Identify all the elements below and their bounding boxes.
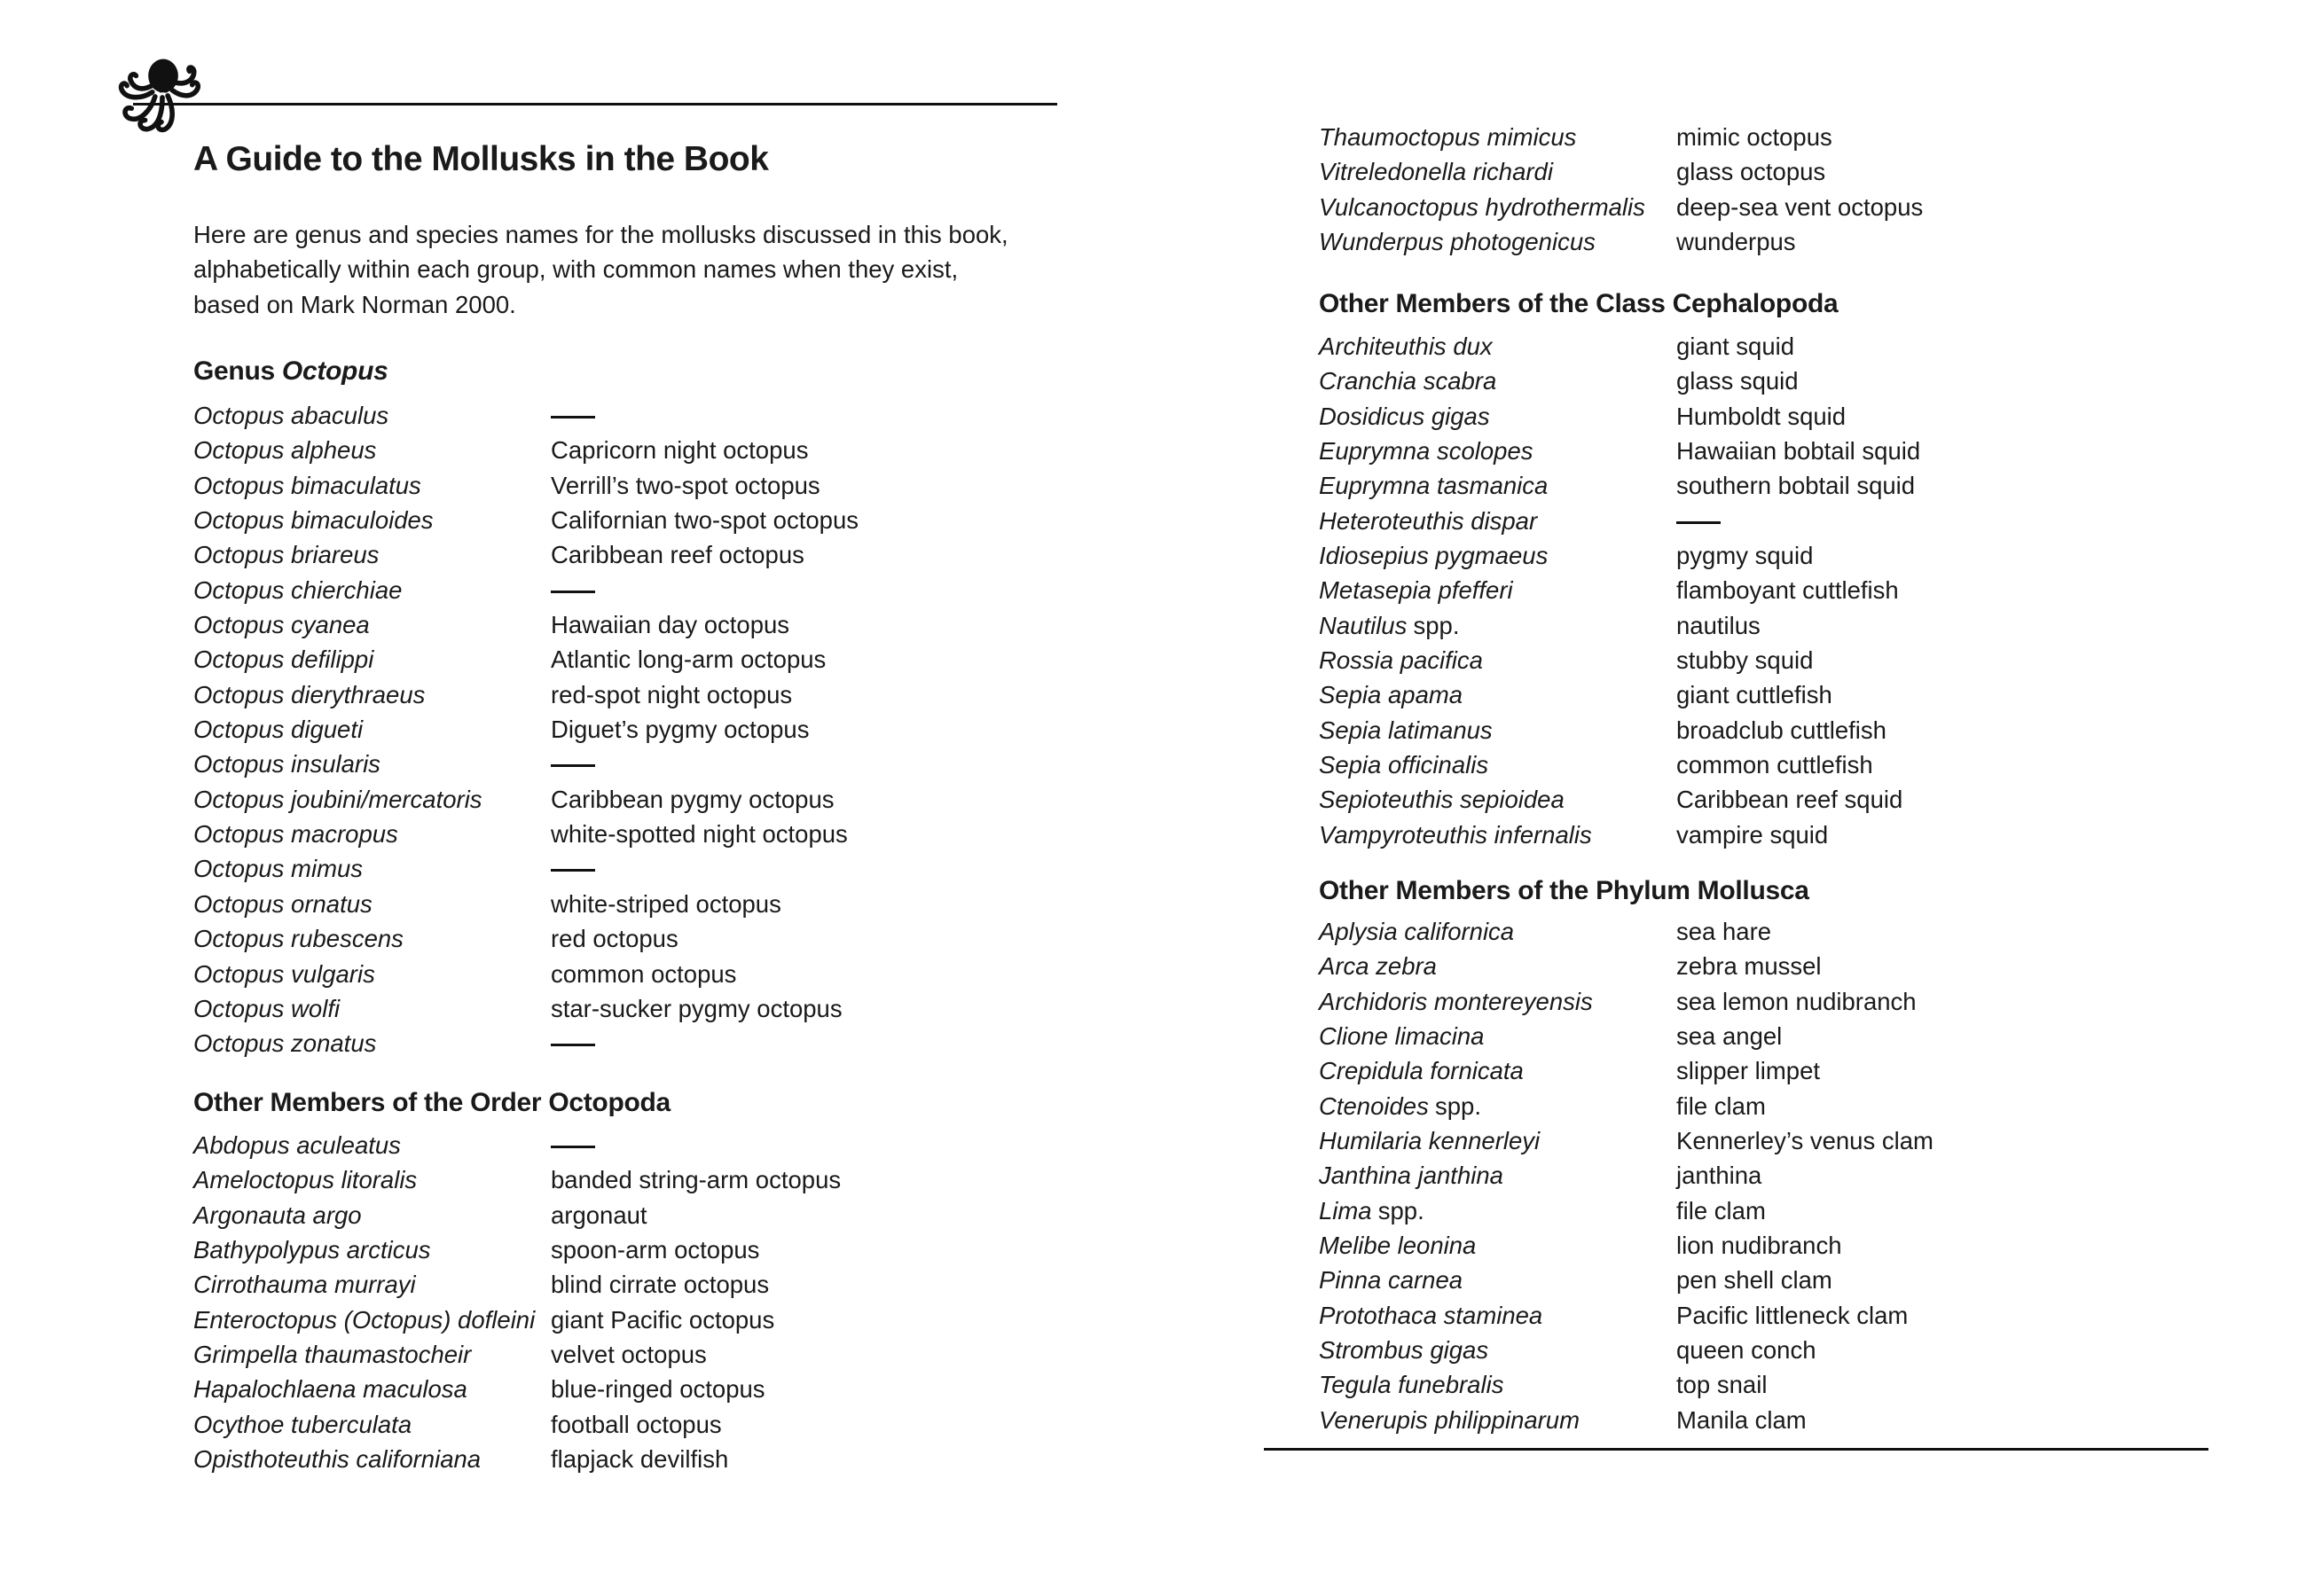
species-row: [1319, 538, 1920, 573]
scientific-name: Ctenoides spp.: [1319, 1091, 1481, 1120]
page-title: A Guide to the Mollusks in the Book: [193, 140, 769, 178]
header-rule: [133, 103, 1057, 106]
common-name: Caribbean reef octopus: [551, 541, 804, 569]
scientific-name: Wunderpus photogenicus: [1319, 228, 1596, 256]
footer-rule: [1264, 1448, 2208, 1451]
species-row: [193, 503, 859, 537]
species-row: [1319, 608, 1920, 643]
species-row: [193, 1372, 841, 1406]
common-name: vampire squid: [1676, 820, 1829, 849]
species-row: [193, 1442, 841, 1476]
common-name: giant squid: [1676, 332, 1795, 360]
scientific-name: Octopus abaculus: [193, 402, 389, 429]
common-name: [551, 747, 595, 781]
species-row: [1319, 329, 1920, 364]
species-row: [1319, 1333, 1933, 1367]
intro-line: Here are genus and species names for the mollusks discussed in this book,: [193, 221, 1008, 248]
species-row: [193, 537, 859, 572]
scientific-name: Octopus mimus: [193, 855, 364, 883]
common-name: white-spotted night octopus: [551, 820, 848, 849]
species-row: [193, 677, 859, 712]
common-name: Caribbean reef squid: [1676, 786, 1903, 814]
common-name: nautilus: [1676, 611, 1761, 639]
scientific-name: Ocythoe tuberculata: [193, 1410, 412, 1438]
common-name: [551, 398, 595, 433]
species-row: [1319, 1298, 1933, 1333]
common-name: blind cirrate octopus: [551, 1271, 770, 1299]
common-name: Manila clam: [1676, 1405, 1807, 1434]
scientific-name: Euprymna scolopes: [1319, 437, 1533, 466]
species-row: [1319, 1158, 1933, 1193]
species-row: [193, 887, 859, 921]
species-row: [1319, 984, 1933, 1019]
species-row: [1319, 1019, 1933, 1053]
scientific-name: Aplysia californica: [1319, 918, 1515, 945]
scientific-name: Metasepia pfefferi: [1319, 576, 1513, 605]
scientific-name: Bathypolypus arcticus: [193, 1236, 431, 1264]
species-row: [1319, 1263, 1933, 1297]
species-row: [1319, 468, 1920, 503]
common-name: sea hare: [1676, 918, 1772, 945]
species-row: [1319, 1089, 1933, 1123]
scientific-name: Janthina janthina: [1319, 1162, 1503, 1190]
species-row: [1319, 1367, 1933, 1402]
species-row: [1319, 914, 1933, 949]
species-row: [193, 1128, 841, 1162]
species-row: [1319, 713, 1920, 747]
scientific-name: Sepia apama: [1319, 681, 1463, 709]
common-name: common octopus: [551, 959, 737, 988]
common-name: spoon-arm octopus: [551, 1236, 760, 1264]
scientific-name: Octopus vulgaris: [193, 959, 375, 988]
scientific-name: Sepia officinalis: [1319, 751, 1489, 779]
scientific-name: Archidoris montereyensis: [1319, 987, 1593, 1015]
common-name: queen conch: [1676, 1336, 1816, 1365]
common-name: white-striped octopus: [551, 889, 781, 918]
species-row: [1319, 224, 1923, 259]
common-name: [551, 1026, 595, 1060]
common-name: Hawaiian day octopus: [551, 611, 790, 639]
common-name: [1676, 504, 1721, 538]
species-row: [193, 573, 859, 607]
scientific-name: Cranchia scabra: [1319, 367, 1497, 395]
species-row: [193, 782, 859, 817]
common-name: deep-sea vent octopus: [1676, 192, 1924, 221]
common-name: [551, 851, 595, 886]
common-name: lion nudibranch: [1676, 1232, 1842, 1260]
scientific-name: Protothaca staminea: [1319, 1301, 1543, 1329]
common-name: red octopus: [551, 925, 678, 953]
common-name: sea angel: [1676, 1022, 1783, 1051]
species-row: [193, 1198, 841, 1232]
common-name: blue-ringed octopus: [551, 1375, 765, 1404]
intro-line: alphabetically within each group, with common names when they exist,: [193, 255, 959, 284]
common-name: zebra mussel: [1676, 952, 1822, 981]
scientific-name: Dosidicus gigas: [1319, 402, 1490, 430]
intro-paragraph: [193, 217, 1008, 322]
common-name: Atlantic long-arm octopus: [551, 645, 827, 674]
species-row: [193, 398, 859, 433]
scientific-name: Octopus insularis: [193, 750, 380, 778]
species-list-phylum-mollusca: [1319, 914, 1933, 1437]
species-row: [1319, 573, 1920, 607]
scientific-name: Architeuthis dux: [1319, 332, 1493, 360]
species-row: [193, 607, 859, 642]
common-name: Californian two-spot octopus: [551, 506, 859, 535]
species-row: [1319, 782, 1920, 817]
scientific-name: Cirrothauma murrayi: [193, 1271, 416, 1299]
common-name: Caribbean pygmy octopus: [551, 785, 835, 813]
species-row: [193, 642, 859, 677]
common-name: giant Pacific octopus: [551, 1305, 775, 1334]
intro-line: based on Mark Norman 2000.: [193, 290, 516, 318]
common-name: pygmy squid: [1676, 542, 1814, 570]
section-heading-class-cephalopoda: Other Members of the Class Cephalopoda: [1319, 289, 1839, 318]
common-name: Pacific littleneck clam: [1676, 1301, 1909, 1329]
common-name: wunderpus: [1676, 228, 1796, 256]
species-row: [193, 851, 859, 886]
octopus-icon: [112, 57, 213, 140]
scientific-name: Vampyroteuthis infernalis: [1319, 820, 1592, 849]
scientific-name: Vitreledonella richardi: [1319, 158, 1553, 186]
species-row: [1319, 364, 1920, 398]
scientific-name: Sepia latimanus: [1319, 716, 1493, 744]
scientific-name: Vulcanoctopus hydrothermalis: [1319, 192, 1645, 221]
species-row: [193, 1232, 841, 1267]
scientific-name: Octopus wolfi: [193, 994, 341, 1022]
scientific-name: Rossia pacifica: [1319, 646, 1483, 675]
species-row: [193, 747, 859, 781]
common-name: banded string-arm octopus: [551, 1166, 842, 1194]
scientific-name: Abdopus aculeatus: [193, 1131, 401, 1159]
species-row: [1319, 677, 1920, 712]
species-row: [1319, 154, 1923, 189]
species-row: [1319, 747, 1920, 782]
species-row: [1319, 1123, 1933, 1158]
common-name: glass octopus: [1676, 158, 1826, 186]
species-row: [193, 433, 859, 467]
species-row: [193, 991, 859, 1026]
common-name: sea lemon nudibranch: [1676, 987, 1917, 1015]
scientific-name: Strombus gigas: [1319, 1336, 1489, 1365]
scientific-name: Octopus dierythraeus: [193, 680, 426, 708]
common-name: Kennerley’s venus clam: [1676, 1127, 1933, 1155]
common-name: top snail: [1676, 1371, 1768, 1399]
common-name: broadclub cuttlefish: [1676, 716, 1886, 744]
species-row: [1319, 504, 1920, 538]
common-name: football octopus: [551, 1410, 722, 1438]
scientific-name: Octopus joubini/mercatoris: [193, 785, 482, 813]
section-heading-order-octopoda: Other Members of the Order Octopoda: [193, 1088, 671, 1117]
scientific-name: Octopus ornatus: [193, 889, 373, 918]
scientific-name: Octopus chierchiae: [193, 575, 403, 604]
scientific-name: Thaumoctopus mimicus: [1319, 123, 1577, 151]
species-row: [193, 921, 859, 956]
scientific-name: Euprymna tasmanica: [1319, 472, 1549, 500]
common-name: red-spot night octopus: [551, 680, 793, 708]
scientific-name: Octopus cyanea: [193, 611, 370, 639]
scientific-name: Venerupis philippinarum: [1319, 1405, 1580, 1434]
species-list-order-octopoda: [193, 1128, 841, 1476]
species-row: [1319, 1228, 1933, 1263]
scientific-name: Octopus bimaculatus: [193, 471, 421, 499]
section-heading-phylum-mollusca: Other Members of the Phylum Mollusca: [1319, 876, 1809, 905]
species-row: [193, 957, 859, 991]
common-name: stubby squid: [1676, 646, 1814, 675]
common-name: [551, 573, 595, 607]
species-row: [1319, 120, 1923, 154]
species-row: [1319, 643, 1920, 677]
species-row: [1319, 1053, 1933, 1088]
scientific-name: Octopus macropus: [193, 820, 398, 849]
scientific-name: Melibe leonina: [1319, 1232, 1477, 1260]
common-name: velvet octopus: [551, 1341, 707, 1369]
common-name: pen shell clam: [1676, 1266, 1832, 1295]
scientific-name: Enteroctopus (Octopus) dofleini: [193, 1305, 536, 1334]
species-row: [193, 468, 859, 503]
common-name: Humboldt squid: [1676, 402, 1847, 430]
scientific-name: Tegula funebralis: [1319, 1371, 1504, 1399]
scientific-name: Heteroteuthis dispar: [1319, 506, 1538, 535]
common-name: southern bobtail squid: [1676, 472, 1916, 500]
section-heading-genus-octopus: [193, 356, 388, 387]
scientific-name: Hapalochlaena maculosa: [193, 1375, 467, 1404]
common-name: giant cuttlefish: [1676, 681, 1832, 709]
scientific-name: Opisthoteuthis californiana: [193, 1445, 482, 1474]
common-name: Hawaiian bobtail squid: [1676, 437, 1921, 466]
scientific-name: Sepioteuthis sepioidea: [1319, 786, 1565, 814]
scientific-name: Idiosepius pygmaeus: [1319, 542, 1549, 570]
species-row: [193, 1162, 841, 1197]
scientific-name: Octopus digueti: [193, 716, 364, 744]
common-name: Diguet’s pygmy octopus: [551, 716, 810, 744]
species-row: [193, 1267, 841, 1302]
scientific-name: Octopus zonatus: [193, 1029, 377, 1058]
scientific-name: Octopus bimaculoides: [193, 506, 434, 535]
species-row: [193, 817, 859, 851]
species-row: [1319, 190, 1923, 224]
common-name: star-sucker pygmy octopus: [551, 994, 843, 1022]
scientific-name: Lima spp.: [1319, 1196, 1424, 1224]
scientific-name: Pinna carnea: [1319, 1266, 1463, 1295]
species-row: [1319, 399, 1920, 434]
scientific-name: Clione limacina: [1319, 1022, 1485, 1051]
common-name: mimic octopus: [1676, 123, 1832, 151]
species-row: [193, 1303, 841, 1337]
common-name: flapjack devilfish: [551, 1445, 729, 1474]
common-name: common cuttlefish: [1676, 751, 1873, 779]
common-name: flamboyant cuttlefish: [1676, 576, 1899, 605]
scientific-name: Octopus briareus: [193, 541, 380, 569]
common-name: file clam: [1676, 1091, 1766, 1120]
common-name: Verrill’s two-spot octopus: [551, 471, 820, 499]
common-name: file clam: [1676, 1196, 1766, 1224]
scientific-name: Octopus alpheus: [193, 436, 377, 465]
scientific-name: Ameloctopus litoralis: [193, 1166, 418, 1194]
scientific-name: Argonauta argo: [193, 1201, 362, 1229]
species-row: [1319, 818, 1920, 852]
species-row: [193, 1407, 841, 1442]
species-row: [1319, 1403, 1933, 1437]
scientific-name: Grimpella thaumastocheir: [193, 1341, 472, 1369]
scientific-name: Octopus rubescens: [193, 925, 404, 953]
scientific-name: Nautilus spp.: [1319, 611, 1460, 639]
common-name: glass squid: [1676, 367, 1799, 395]
heading-italic-part: Octopus: [281, 356, 388, 386]
species-row: [193, 712, 859, 747]
scientific-name: Humilaria kennerleyi: [1319, 1127, 1541, 1155]
common-name: argonaut: [551, 1201, 647, 1229]
species-row: [1319, 434, 1920, 468]
species-row: [193, 1337, 841, 1372]
scientific-name: Arca zebra: [1319, 952, 1437, 981]
common-name: slipper limpet: [1676, 1057, 1821, 1085]
common-name: janthina: [1676, 1162, 1762, 1190]
scientific-name: Octopus defilippi: [193, 645, 374, 674]
species-row: [193, 1026, 859, 1060]
species-list-order-octopoda-continued: [1319, 120, 1923, 259]
species-list-genus-octopus: [193, 398, 859, 1061]
species-row: [1319, 949, 1933, 983]
common-name: Capricorn night octopus: [551, 436, 809, 465]
species-row: [1319, 1193, 1933, 1228]
heading-roman-part: Genus: [193, 356, 275, 386]
scientific-name: Crepidula fornicata: [1319, 1057, 1524, 1085]
species-list-class-cephalopoda: [1319, 329, 1920, 852]
common-name: [551, 1128, 595, 1162]
